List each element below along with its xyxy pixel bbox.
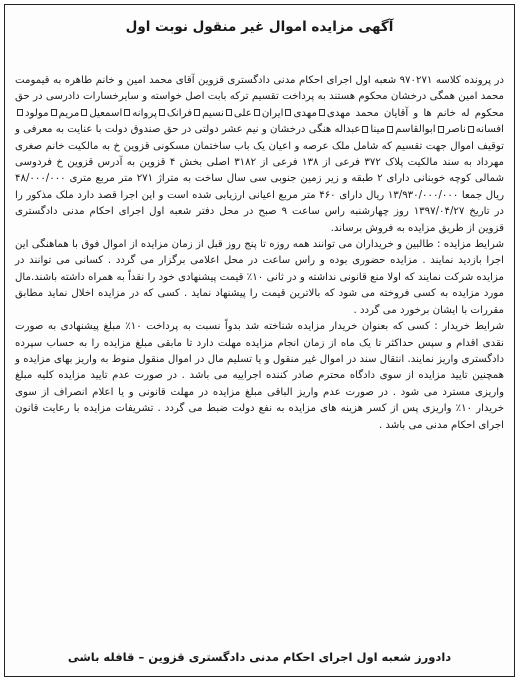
heir-name: مینا — [370, 124, 386, 136]
separator-box-icon — [362, 126, 368, 133]
notice-frame — [4, 4, 515, 677]
buyer-conditions: شرایط خریدار : کسی که بعنوان خریدار مزایده شناخته شد بدواً نسبت به پرداخت ۱۰٪ مبلغ پیشنهادی به صورت نقدی اقدام و سپس حداکثر تا یک ماه از زمان انجام مزایده مهلت دارد تا مابقی مبلغ مزایده را به حساب سپرده دادگستری واریز نمایند. انتقال سند در اموال غیر منقول و یا تسلیم مال در اموال منقول منوط به واریز بهای مزایده و همچنین تایید مزایده از سوی دادگاه محترم صادر کننده اجراییه می باشد . در صورت عدم تایید مزایده کلیه مبلغ واریزی مسترد می شود . در صورت عدم واریز الباقی مبلغ مزایده در مهلت قانونی و یا اعلام انصراف از سوی خریدار ۱۰٪ واریزی پس از کسر هزینه های مزایده به نفع دولت ضبط می گردد . تشریفات مزایده با رعایت قانون اجرای احکام مدنی می باشد . — [15, 321, 505, 431]
heir-name: اسمعیل — [89, 107, 123, 119]
heirs-intro: در پرونده کلاسه ۹۷۰۲۷۱ شعبه اول اجرای احکام مدنی دادگستری قزوین آقای محمد امین و خانم طاهره به قیمومت محمد امین همگی درخشان محکوم هستند به پرداخت تقسیم ترکه بابت اصل خواسته و سایرخسارات دادرسی در حق محکوم له خانم ها و آقایان محمد مهدی — [15, 75, 504, 119]
heir-name: ناصر — [445, 124, 466, 136]
case-paragraph — [15, 73, 504, 237]
heir-name: مولود — [25, 107, 49, 119]
heir-name: مریم — [58, 107, 80, 119]
separator-box-icon — [254, 109, 260, 116]
separator-box-icon — [51, 109, 57, 116]
heir-name: پروانه — [132, 107, 157, 119]
heir-name: علی — [233, 107, 252, 119]
heir-name: فرانک — [166, 107, 193, 119]
separator-box-icon — [319, 109, 325, 116]
heir-name: ایران — [261, 107, 284, 119]
notice-signature: دادورز شعبه اول اجرای احکام مدنی دادگستری قزوین – قافله باشی — [67, 650, 452, 664]
separator-box-icon — [468, 126, 474, 133]
heir-name: نسیم — [202, 107, 224, 119]
separator-box-icon — [124, 109, 130, 116]
auction-conditions: شرایط مزایده : طالبین و خریداران می توانند همه روزه تا پنج روز قبل از زمان مزایده از اموال فوق با هماهنگی این اجرا بازدید نمایند . مزایده حضوری بوده و راس ساعت در محل اعلامی برگزار می گردد . کسانی می توانند در مزایده شرکت نمایند که اولا منع قانونی نداشته و در ثانی ۱۰٪ قیمت پیشنهادی خود را نقداً به همراه داشته باشند.مال مورد مزایده به کسی فروخته می شود که بالاترین قیمت را پیشنهاد نماید . کسی که در مزایده اخلال نماید مطابق مقررات با ایشان برخورد می گردد . — [15, 239, 504, 316]
notice-body — [15, 73, 504, 434]
separator-box-icon — [438, 126, 444, 133]
heir-name: مهدی — [293, 107, 317, 119]
separator-box-icon — [159, 109, 165, 116]
notice-title: آگهی مزایده اموال غیر منقول نوبت اول — [125, 19, 394, 35]
heir-name: ابوالقاسم — [395, 124, 436, 136]
separator-box-icon — [387, 126, 393, 133]
separator-box-icon — [226, 109, 232, 116]
separator-box-icon — [285, 109, 291, 116]
separator-box-icon — [17, 109, 23, 116]
heir-name: افسانه — [475, 124, 504, 136]
separator-box-icon — [194, 109, 200, 116]
heir-name: عبداله هنگی — [308, 124, 361, 136]
separator-box-icon — [81, 109, 87, 116]
property-text: درخشان و نیم عشر دولتی در حق صندوق دولت با عنایت به معرفی و توقیف اموال جهت تقسیم که شامل ملک عرصه و اعیان یک باب ساختمان مسکونی قزوین خ به مالکیت خانم صغری مهرداد به سند مالکیت پلاک ۳۷۲ فرعی از ۱۳۸ فرعی از ۳۱۸۲ اصلی بخش ۴ قزوین به آدرس قزوین خ فردوسی شمالی کوچه خوبنانی دارای ۲ طبقه و زیر زمین جنوبی سی سال ساخت به متراژ ۲۷۱ متر مربع متری ۴۸/۰۰۰/۰۰۰ ریال جمعا ۱۳/۹۳۰/۰۰۰/۰۰۰ ریال دارای ۴۶۰ متر مربع اعیانی ارزیابی شده است و این اجرا قصد دارد ملک مذکور را در تاریخ ۱۳۹۷/۰۴/۲۷ روز چهارشنبه راس ساعت ۹ صبح در محل دفتر شعبه اول اجرای احکام مدنی دادگستری قزوین از طریق مزایده به فروش برساند. — [15, 124, 504, 234]
